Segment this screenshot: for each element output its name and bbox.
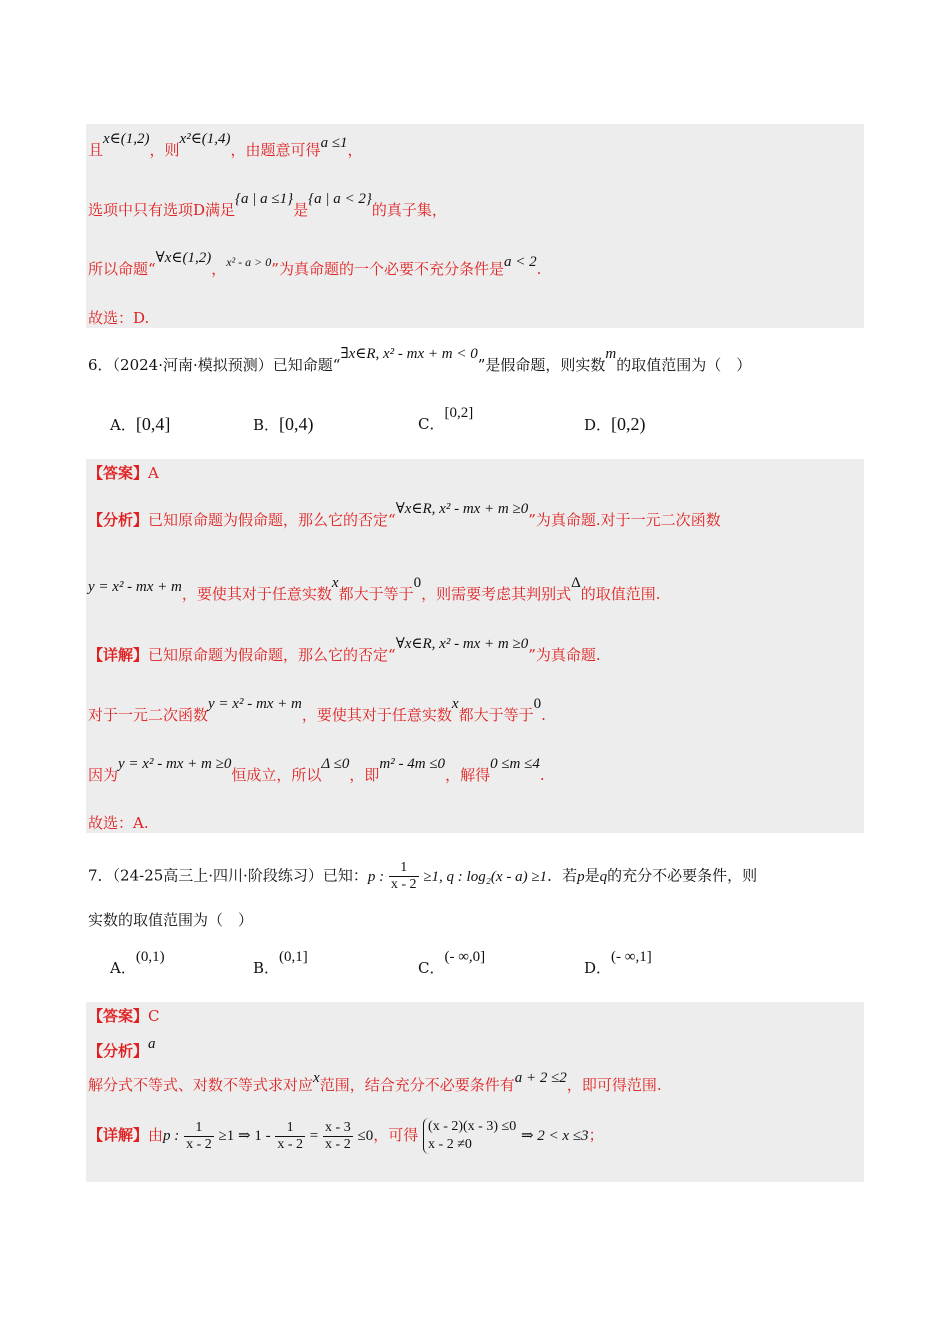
q7-detail-system: (x - 2)(x - 3) ≤0 x - 2 ≠0 (423, 1118, 516, 1154)
q6-analysis-1: 【分析】已知原命题为假命题，那么它的否定“∀x∈R, x² - mx + m ≥0”为真命题.对于一元二次函数 (88, 501, 721, 529)
q6-choose: 故选：A. (88, 814, 149, 832)
q6-option-d[interactable]: D．[0,2) (584, 414, 646, 434)
q7-option-b[interactable]: B．(0,1] (253, 949, 308, 977)
prev-line-4: 故选：D. (88, 309, 150, 327)
q6-detail-1: 【详解】已知原命题为假命题，那么它的否定“∀x∈R, x² - mx + m ≥0”为真命题. (88, 636, 601, 664)
q7-detail-fraction-2: $\frac{1}{x - 2}$ (277, 1119, 304, 1152)
q6-analysis-2: y = x² - mx + m，要使其对于任意实数x都大于等于0，则需要考虑其判别式Δ的取值范围. (88, 575, 661, 603)
q7-option-c[interactable]: C．(- ∞,0] (418, 949, 486, 977)
q6-option-c[interactable]: C．[0,2] (418, 405, 474, 433)
q6-detail-3: 因为y = x² - mx + m ≥0恒成立，所以Δ ≤0，即m² - 4m ≤0，解得0 ≤m ≤4. (88, 756, 545, 784)
q7-analysis-2: 解分式不等式、对数不等式求对应x范围，结合充分不必要条件有a + 2 ≤2，即可得范围. (88, 1070, 662, 1094)
q7-option-d[interactable]: D．(- ∞,1] (584, 949, 652, 977)
q7-stem-1: 7．（24-25高三上·四川·阶段练习）已知：p : $\frac{1}{x - 2}$ ≥1, q : log₂(x - a) ≥1．若p是q的充分不必要条件，则 (88, 860, 758, 892)
q6-option-a[interactable]: A．[0,4] (110, 414, 171, 434)
q6-option-b[interactable]: B．[0,4) (253, 414, 314, 434)
q7-detail-fraction-1: $\frac{1}{x - 2}$ (186, 1119, 212, 1152)
prev-line-1: 且x∈(1,2)，则x²∈(1,4)，由题意可得a ≤1， (88, 131, 363, 159)
prev-line-2: 选项中只有选项D满足{a | a ≤1}是{a | a < 2}的真子集， (88, 191, 447, 219)
q7-analysis-1: 【分析】a (88, 1036, 156, 1060)
q7-answer: 【答案】C (88, 1007, 160, 1025)
q7-stem-fraction: $\frac{1}{x - 2}$ (390, 860, 417, 892)
q6-answer: 【答案】A (88, 464, 159, 482)
q7-detail-fraction-3: $\frac{x - 3}{x - 2}$ (325, 1119, 351, 1152)
q7-stem-2: 实数的取值范围为（ ） (88, 911, 254, 929)
q7-detail: 【详解】由p : $\frac{1}{x - 2}$ ≥1 ⇒ 1 - $\frac{1}{x - 2}$ = $\frac{x - 3}{x - 2}$ ≤0，可得 (x - 2)(x - 3) ≤0 x - 2 ≠0 ⇒ 2 < x ≤3； (88, 1119, 604, 1152)
prev-line-3: 所以命题“∀x∈(1,2)，x² - a > 0”为真命题的一个必要不充分条件是a < 2. (88, 250, 542, 278)
q6-detail-2: 对于一元二次函数y = x² - mx + m，要使其对于任意实数x都大于等于0. (88, 696, 546, 724)
q7-option-a[interactable]: A．(0,1) (110, 949, 165, 977)
q6-stem: 6．（2024·河南·模拟预测）已知命题“∃x∈R, x² - mx + m < 0”是假命题，则实数m的取值范围为（ ） (88, 346, 752, 374)
